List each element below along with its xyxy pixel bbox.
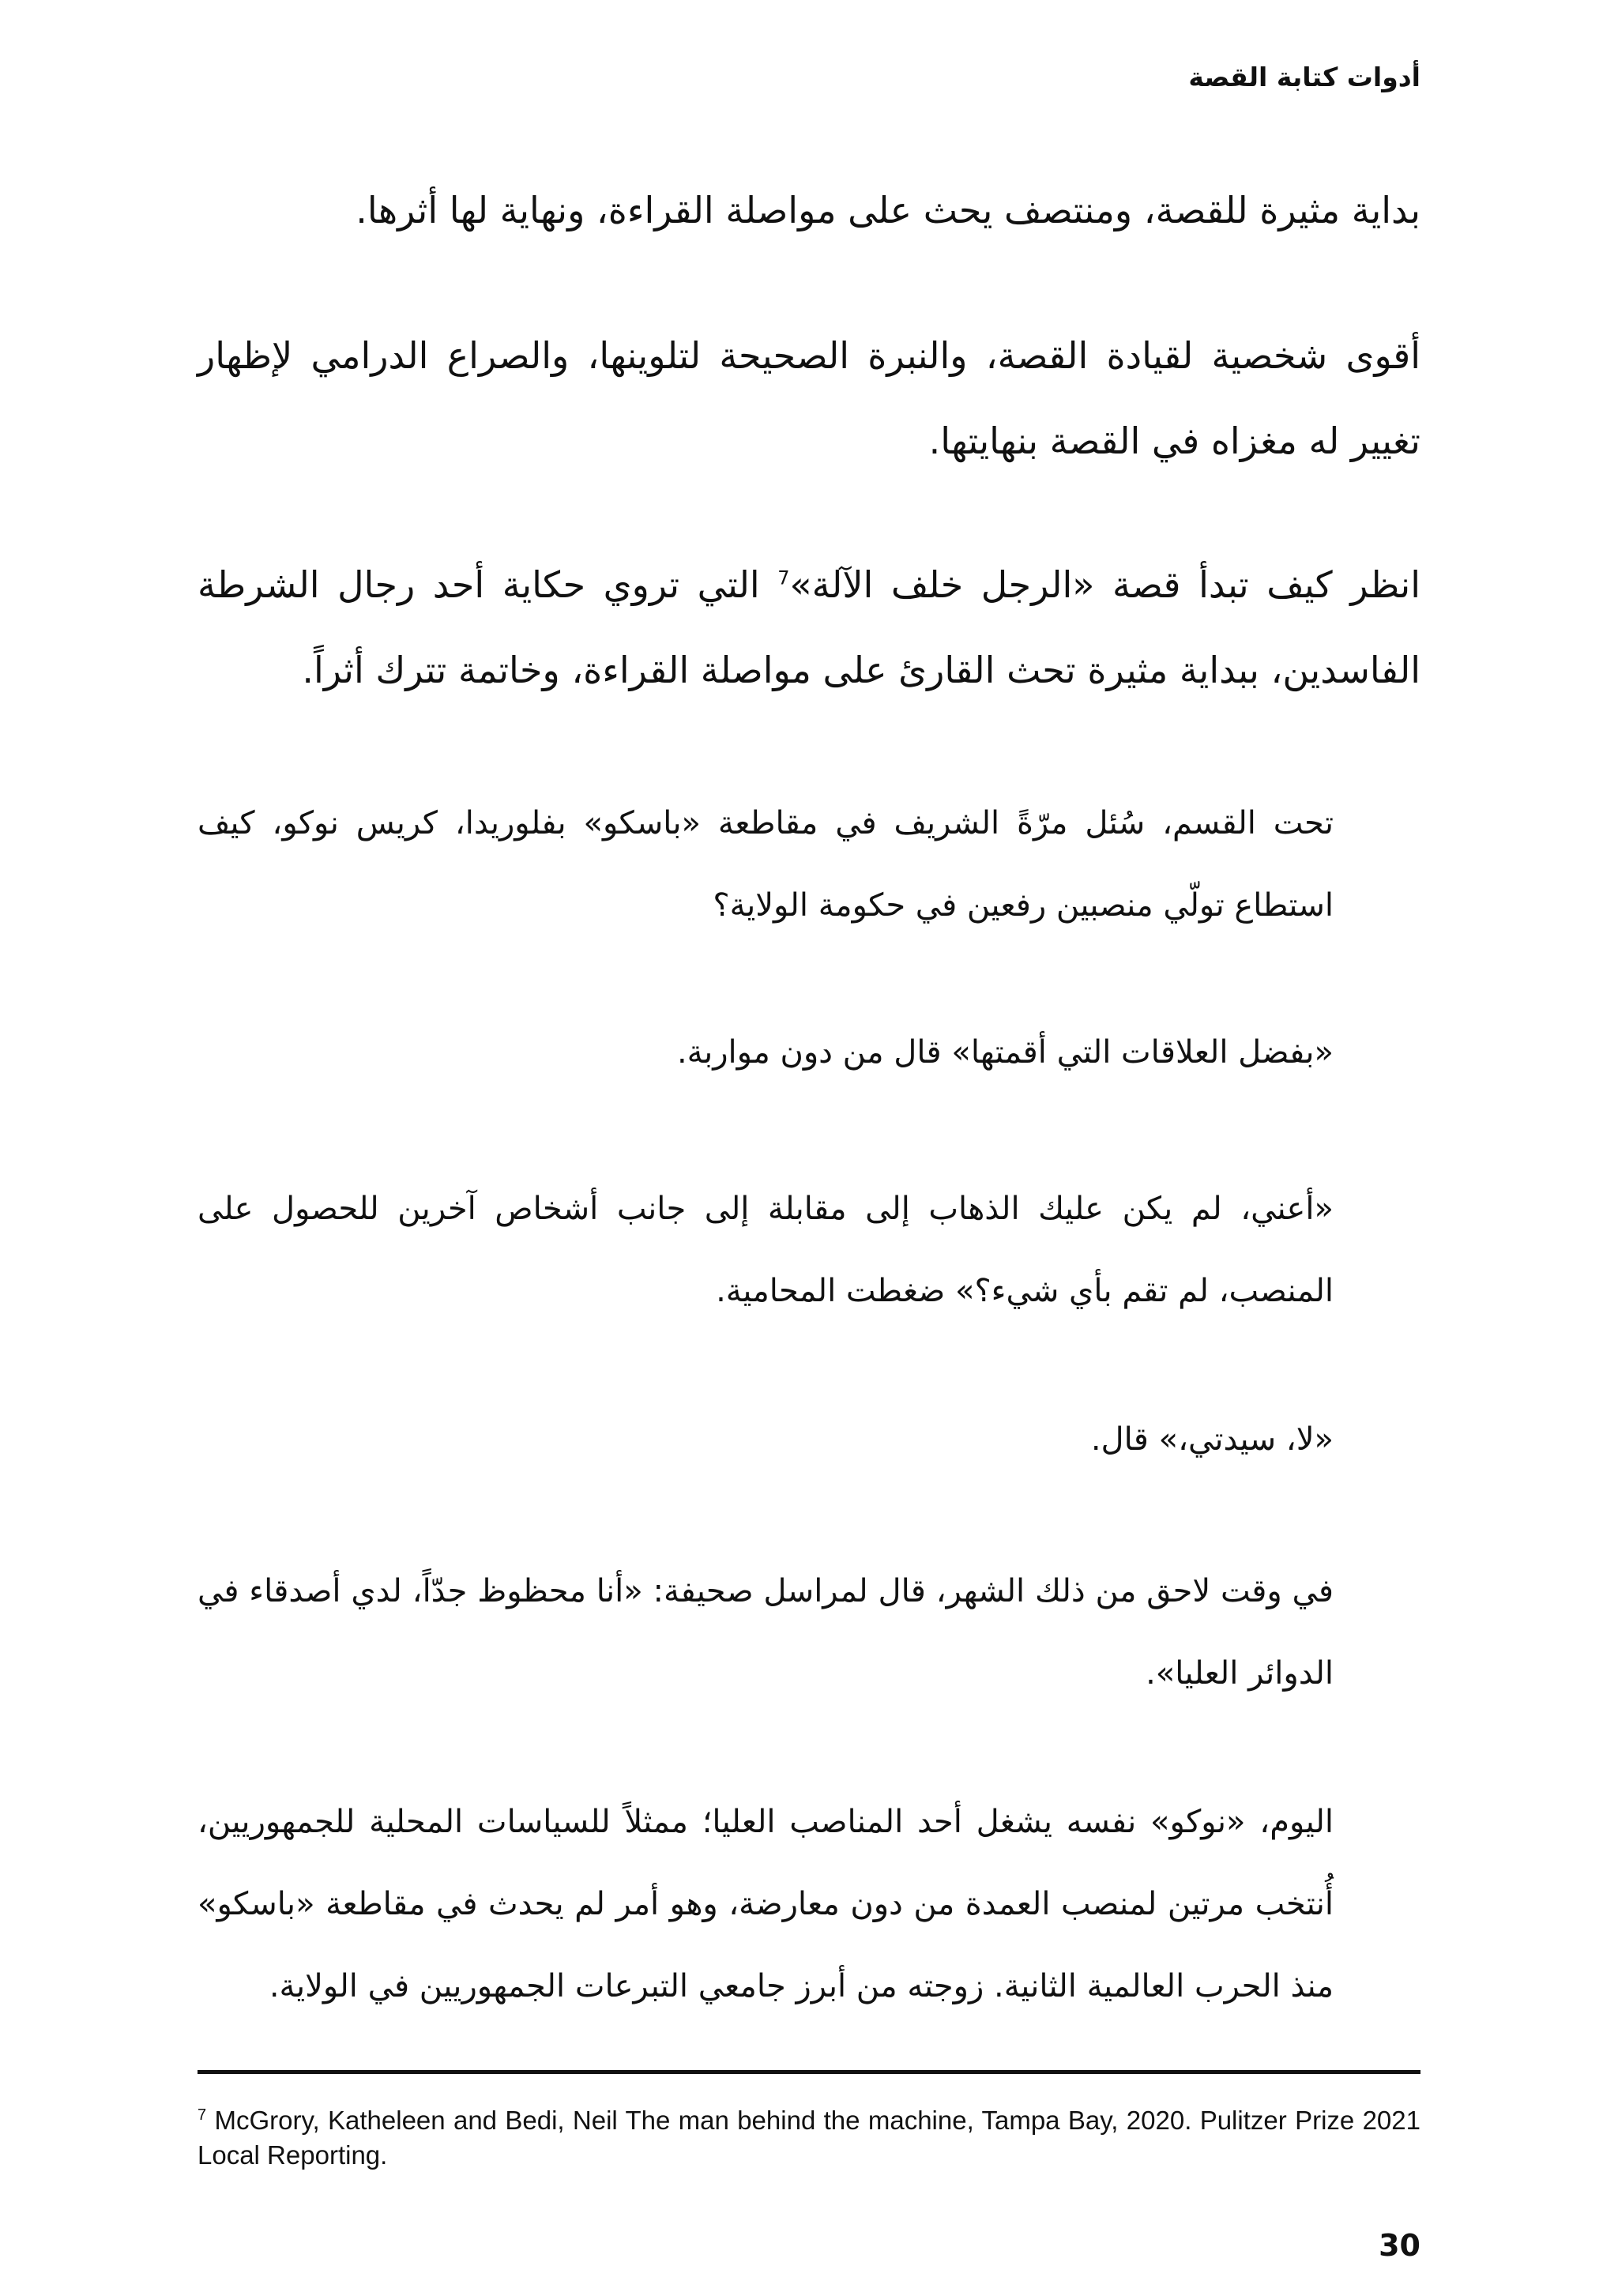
page-number: 30 xyxy=(1379,2228,1420,2263)
footnote-reference[interactable]: 7 xyxy=(777,566,790,589)
footnote-number: 7 xyxy=(198,2106,207,2124)
running-header-title: أدوات كتابة القصة xyxy=(1188,62,1420,92)
story-paragraph: في وقت لاحق من ذلك الشهر، قال لمراسل صحيفة: «أنا محظوظ جدّاً، لدي أصدقاء في الدوائر العليا». xyxy=(198,1573,1334,1692)
intro-paragraph xyxy=(198,542,1420,713)
story-paragraph: اليوم، «نوكو» نفسه يشغل أحد المناصب العليا؛ ممثلاً للسياسات المحلية للجمهوريين، أُنتخب مرتين لمنصب العمدة من دون معارضة، وهو أمر لم يحدث في مقاطعة «باسكو» منذ الحرب العالمية الثانية. زوجته من أبرز جامعي التبرعات الجمهوريين في الولاية. xyxy=(198,1804,1334,2004)
story-paragraph: «لا، سيدتي،» قال. xyxy=(1090,1421,1334,1458)
body-paragraph: بداية مثيرة للقصة، ومنتصف يحث على مواصلة القراءة، ونهاية لها أثرها. xyxy=(356,189,1420,231)
footnote-text: McGrory, Katheleen and Bedi, Neil The man behind the machine, Tampa Bay, 2020. Pulitzer Prize 2021 Local Reporting. xyxy=(198,2106,1420,2170)
story-paragraph: «أعني، لم يكن عليك الذهاب إلى مقابلة إلى جانب أشخاص آخرين للحصول على المنصب، لم تقم بأي شيء؟» ضغطت المحامية. xyxy=(198,1191,1334,1309)
intro-text: انظر كيف تبدأ قصة «الرجل خلف الآلة» xyxy=(789,563,1420,606)
body-paragraph: أقوى شخصية لقيادة القصة، والنبرة الصحيحة لتلوينها، والصراع الدرامي لإظهار تغيير له مغزاه في القصة بنهايتها. xyxy=(198,334,1420,462)
story-paragraph: «بفضل العلاقات التي أقمتها» قال من دون مواربة. xyxy=(676,1034,1334,1071)
intro-text-continued: التي تروي حكاية أحد رجال الشرطة الفاسدين، ببداية مثيرة تحث القارئ على مواصلة القراءة، وخاتمة تترك أثراً. xyxy=(198,563,1420,691)
story-paragraph: تحت القسم، سُئل مرّةً الشريف في مقاطعة «باسكو» بفلوريدا، كريس نوكو، كيف استطاع تولّي منصبين رفعين في حكومة الولاية؟ xyxy=(198,805,1334,924)
footnote xyxy=(198,2103,1420,2173)
footnote-divider xyxy=(198,2070,1420,2074)
